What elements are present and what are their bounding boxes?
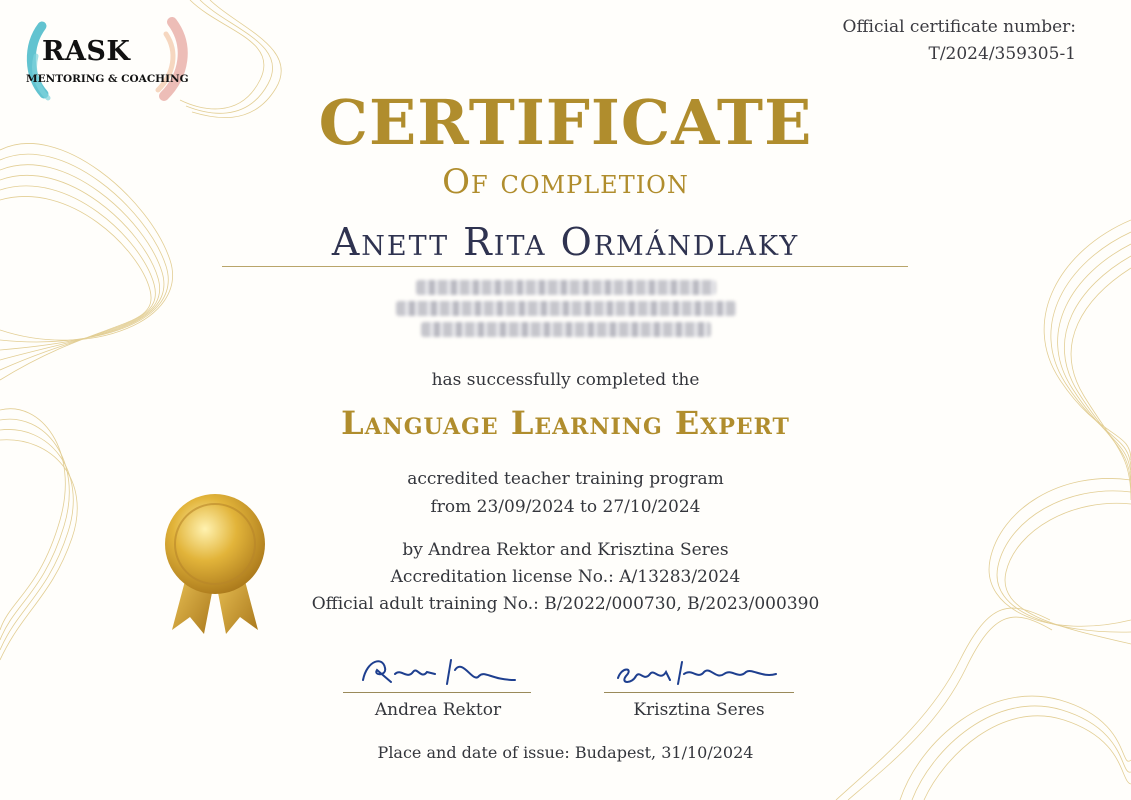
certificate-number-block bbox=[843, 14, 1076, 68]
redacted-line bbox=[421, 322, 711, 337]
signature-andrea-rektor bbox=[355, 650, 525, 690]
instructors: by Andrea Rektor and Krisztina Seres bbox=[402, 540, 729, 560]
redacted-details bbox=[0, 280, 1131, 343]
logo-subtitle: MENTORING & COACHING bbox=[26, 73, 189, 85]
signature-line bbox=[343, 692, 531, 693]
redacted-line bbox=[416, 280, 716, 295]
course-name: Language Learning Expert bbox=[341, 404, 790, 442]
certificate-subtitle: Of completion bbox=[442, 162, 689, 202]
adult-training-number: Official adult training No.: B/2022/000730, B/2023/000390 bbox=[311, 594, 820, 614]
program-dates: from 23/09/2024 to 27/10/2024 bbox=[430, 497, 701, 517]
issue-place-date: Place and date of issue: Budapest, 31/10/2024 bbox=[377, 743, 754, 762]
accreditation-license: Accreditation license No.: A/13283/2024 bbox=[390, 567, 741, 587]
signatory-name: Andrea Rektor bbox=[374, 700, 502, 720]
signature-krisztina-seres bbox=[612, 650, 782, 690]
redacted-line bbox=[396, 301, 736, 316]
logo-title: RASK bbox=[42, 36, 131, 67]
certificate-title: CERTIFICATE bbox=[318, 86, 813, 159]
certificate-number-label: Official certificate number: bbox=[842, 17, 1076, 37]
completion-intro: has successfully completed the bbox=[431, 370, 700, 390]
name-underline bbox=[222, 266, 908, 267]
signatory-name: Krisztina Seres bbox=[633, 700, 765, 720]
recipient-name: Anett Rita Ormándlaky bbox=[331, 220, 800, 264]
program-description: accredited teacher training program bbox=[407, 469, 724, 489]
certificate-number-value: T/2024/359305-1 bbox=[928, 44, 1076, 64]
gold-rosette-seal-icon bbox=[160, 492, 270, 637]
signature-line bbox=[604, 692, 794, 693]
